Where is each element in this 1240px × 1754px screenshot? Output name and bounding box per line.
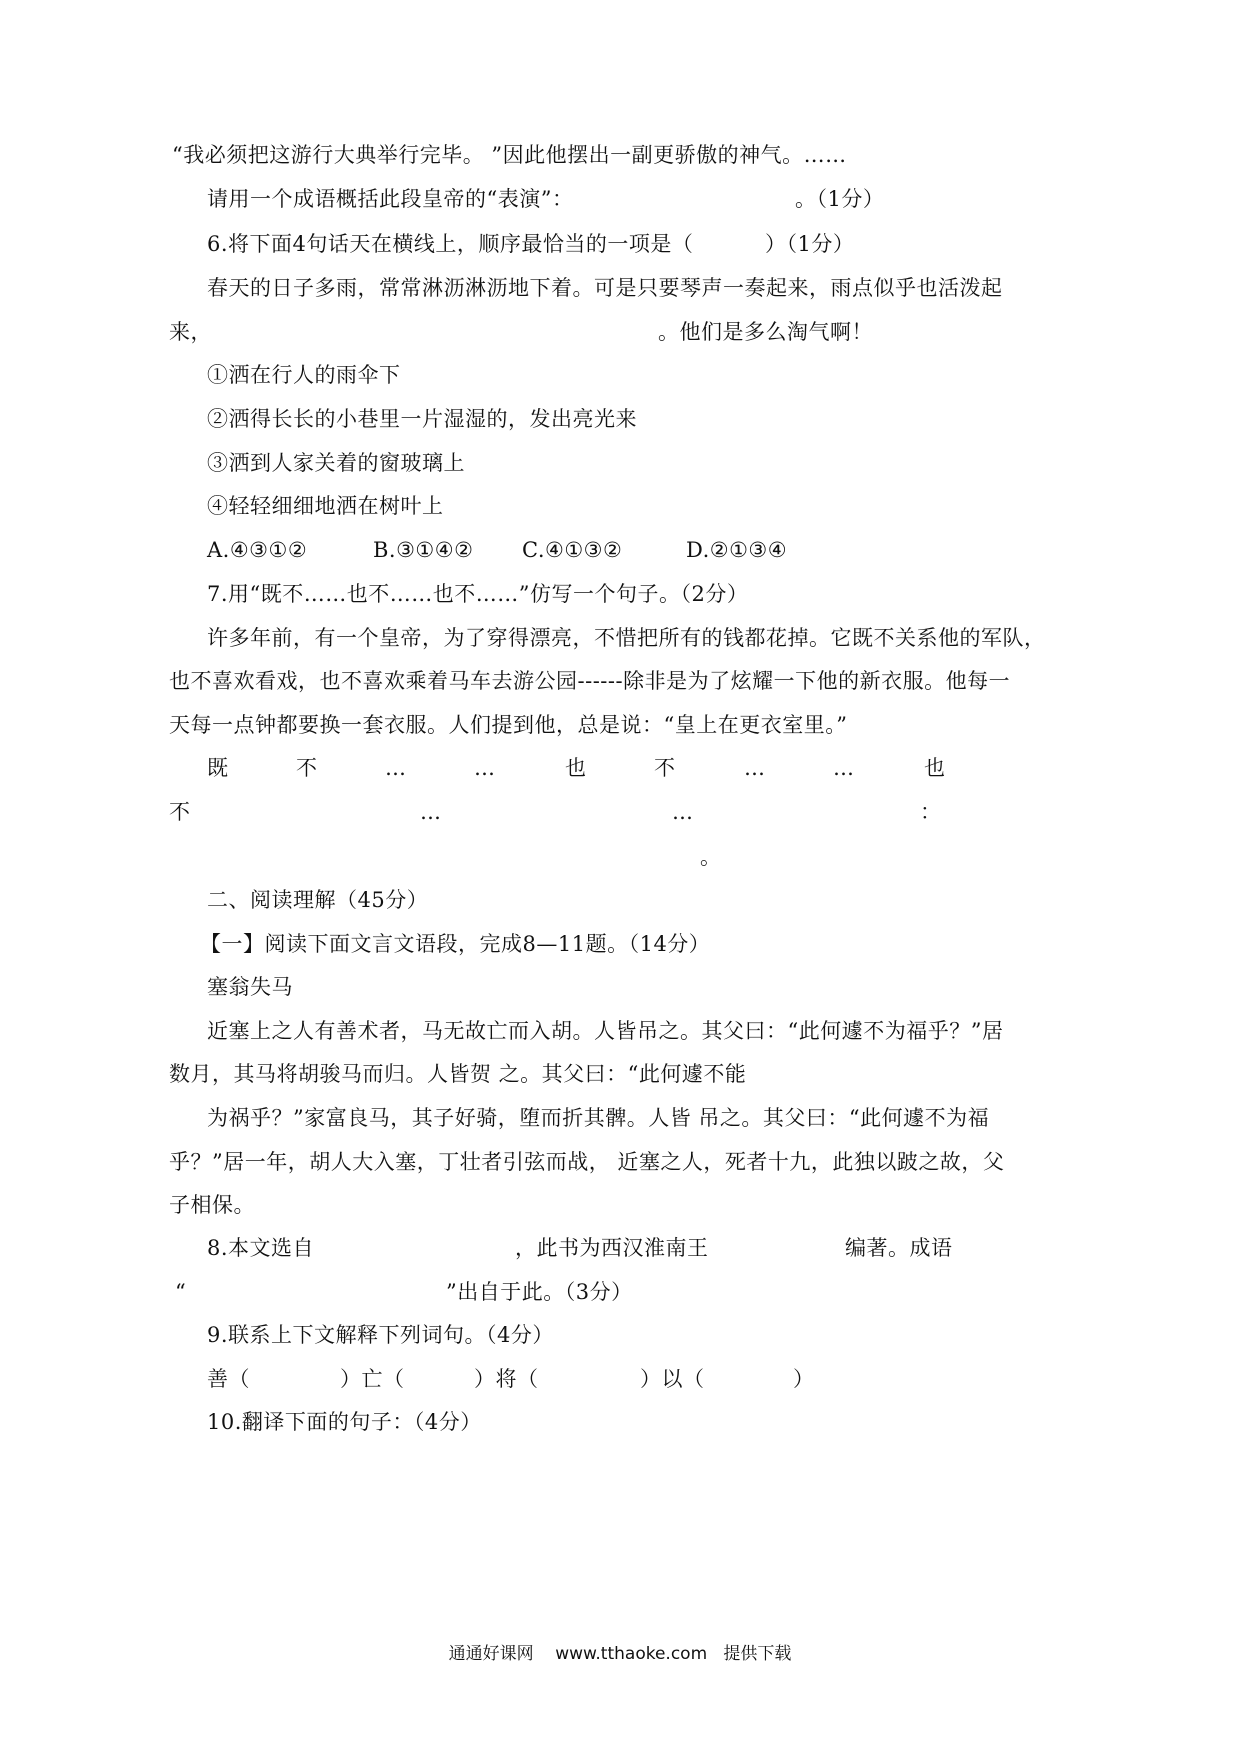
word-wang: ）亡（ [340, 1367, 405, 1391]
template-ji: 既 [207, 756, 229, 780]
sentence-4: ④轻轻细细地洒在树叶上 [207, 494, 444, 518]
passage-end-line: “我必须把这游行大典举行完毕。 ”因此他摆出一副更骄傲的神气。…… [172, 143, 847, 167]
classical-passage-4: 乎？”居一年，胡人大入塞，丁壮者引弦而战， 近塞之人，死者十九，此独以跛之故，父 [169, 1150, 1005, 1174]
word-jiang: ）将（ [474, 1367, 539, 1391]
template-ellipsis: … [385, 756, 407, 780]
footer-url[interactable]: www.tthaoke.com [555, 1644, 708, 1664]
question-8-mid: ，此书为西汉淮南王 [515, 1236, 709, 1260]
sentence-1: ①洒在行人的雨伞下 [207, 363, 401, 387]
question-8-end: 编著。成语 [845, 1236, 953, 1260]
template-ellipsis: … [672, 800, 694, 824]
passage-spring: 春天的日子多雨，常常淋沥淋沥地下着。可是只要琴声一奏起来，雨点似乎也活泼起 [207, 276, 1003, 300]
sentence-3: ③洒到人家关着的窗玻璃上 [207, 451, 465, 475]
passage-spring-cont: 来， [169, 320, 212, 344]
idiom-prompt: 请用一个成语概括此段皇帝的“表演”： [207, 187, 574, 211]
question-6-score: ）（1分） [765, 232, 855, 256]
choice-a: A.④③①② [207, 538, 308, 562]
classical-passage-1: 近塞上之人有善术者，马无故亡而入胡。人皆吊之。其父曰：“此何遽不为福乎？”居 [207, 1019, 1004, 1043]
passage-title: 塞翁失马 [207, 975, 293, 999]
part-1-instruction: 【一】阅读下面文言文语段，完成8—11题。（14分） [200, 932, 711, 956]
choice-b: B.③①④② [373, 538, 474, 562]
word-shan: 善（ [207, 1367, 250, 1391]
footer-note: 提供下载 [723, 1644, 792, 1664]
question-6: 6.将下面4句话天在横线上，顺序最恰当的一项是（ [207, 232, 694, 256]
choice-c: C.④①③② [522, 538, 623, 562]
template-ye: 也 [565, 756, 587, 780]
question-8: 8.本文选自 [207, 1236, 315, 1260]
passage-spring-end: 。他们是多么淘气啊！ [658, 320, 873, 344]
word-yi: ）以（ [640, 1367, 705, 1391]
template-bu: 不 [169, 800, 191, 824]
template-bu: 不 [654, 756, 676, 780]
classical-passage-2: 数月，其马将胡骏马而归。人皆贺 之。其父曰：“此何遽不能 [169, 1062, 747, 1086]
choice-d: D.②①③④ [686, 538, 788, 562]
question-10: 10.翻译下面的句子：（4分） [207, 1410, 482, 1434]
passage-emperor-1: 许多年前，有一个皇帝，为了穿得漂亮，不惜把所有的钱都花掉。它既不关系他的军队， [207, 626, 1046, 650]
passage-emperor-2: 也不喜欢看戏，也不喜欢乘着马车去游公园------除非是为了炫耀一下他的新衣服。他每一 [169, 669, 1011, 693]
template-colon: ： [920, 800, 942, 824]
template-ellipsis: … [744, 756, 766, 780]
idiom-score: 。（1分） [795, 187, 885, 211]
question-8-idiom-end: ”出自于此。（3分） [446, 1280, 633, 1304]
question-9: 9.联系上下文解释下列词句。（4分） [207, 1323, 554, 1347]
word-close: ） [793, 1367, 815, 1391]
quote-open: “ [175, 1280, 187, 1304]
passage-emperor-3: 天每一点钟都要换一套衣服。人们提到他，总是说：“皇上在更衣室里。” [169, 713, 848, 737]
section-2-title: 二、阅读理解（45分） [207, 888, 429, 912]
template-bu: 不 [296, 756, 318, 780]
template-ellipsis: … [833, 756, 855, 780]
footer-site: 通通好课网 [448, 1644, 534, 1664]
template-ellipsis: … [474, 756, 496, 780]
template-ellipsis: … [420, 800, 442, 824]
page-footer [0, 1642, 1240, 1666]
sentence-2: ②洒得长长的小巷里一片湿湿的，发出亮光来 [207, 407, 637, 431]
template-ye: 也 [924, 756, 946, 780]
classical-passage-3: 为祸乎？”家富良马，其子好骑，堕而折其髀。人皆 吊之。其父曰：“此何遽不为福 [207, 1106, 990, 1130]
template-period: 。 [700, 845, 722, 869]
question-7: 7.用“既不……也不……也不……”仿写一个句子。（2分） [207, 582, 749, 606]
classical-passage-5: 子相保。 [169, 1193, 255, 1217]
